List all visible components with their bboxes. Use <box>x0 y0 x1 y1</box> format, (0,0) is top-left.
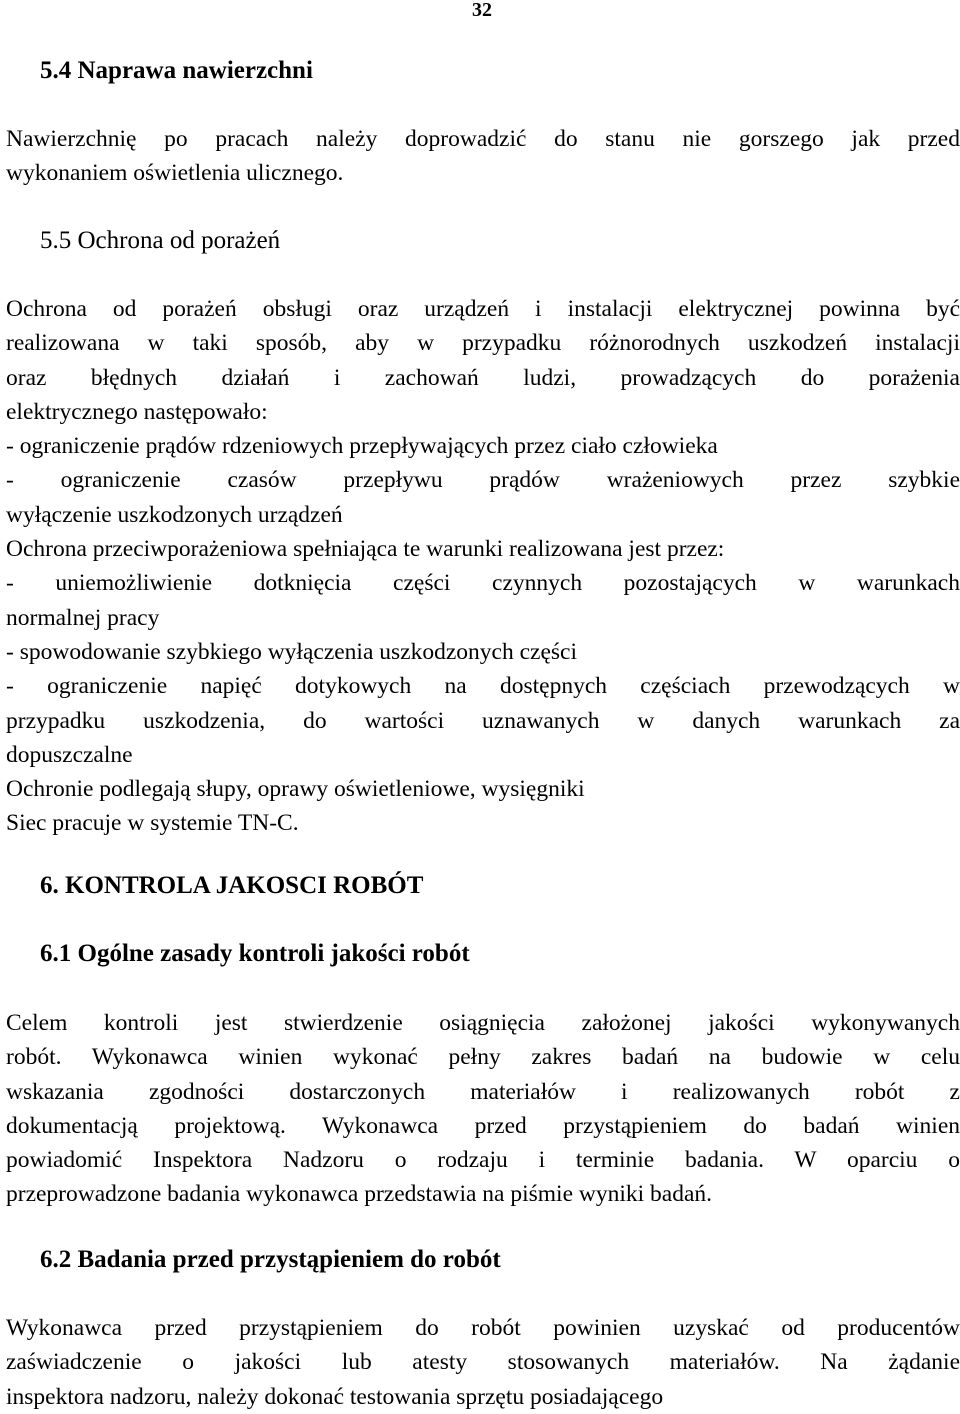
text-line: Ochrona od porażeń obsługi oraz urządzeń i instalacji elektrycznej powinna być <box>6 296 960 322</box>
text-line: przypadku uszkodzenia, do wartości uznawanych w danych warunkach za <box>6 707 960 734</box>
section-heading-5-4: 5.4 Naprawa nawierzchni <box>40 57 313 84</box>
text-line: dokumentacją projektową. Wykonawca przed przystąpieniem do badań winien <box>6 1112 960 1139</box>
section-6-2-paragraph <box>6 1311 960 1414</box>
text-line: Ochrona przeciwporażeniowa spełniająca te warunki realizowana jest przez: <box>6 536 725 563</box>
section-5-4-paragraph <box>6 122 960 191</box>
section-heading-6: 6. KONTROLA JAKOSCI ROBÓT <box>40 872 424 899</box>
page-number: 32 <box>472 0 492 21</box>
list-item: - ograniczenie prądów rdzeniowych przepływających przez ciało człowieka <box>6 433 718 460</box>
list-item: - uniemożliwienie dotknięcia części czynnych pozostających w warunkach <box>6 570 960 597</box>
text-line: przeprowadzone badania wykonawca przedstawia na piśmie wyniki badań. <box>6 1181 713 1208</box>
text-line: dopuszczalne <box>6 741 133 768</box>
text-line: Ochronie podlegają słupy, oprawy oświetleniowe, wysięgniki <box>6 776 585 803</box>
list-item: - ograniczenie napięć dotykowych na dostępnych częściach przewodzących w <box>6 673 960 700</box>
text-line: normalnej pracy <box>6 604 160 631</box>
text-line: wskazania zgodności dostarczonych materiałów i realizowanych robót z <box>6 1078 960 1105</box>
text-line: Siec pracuje w systemie TN-C. <box>6 810 299 837</box>
list-item: - ograniczenie czasów przepływu prądów wrażeniowych przez szybkie <box>6 467 960 494</box>
text-line: wykonaniem oświetlenia ulicznego. <box>6 160 344 187</box>
section-5-5-paragraph <box>6 292 960 841</box>
text-line: Celem kontroli jest stwierdzenie osiągnięcia założonej jakości wykonywanych <box>6 1010 960 1036</box>
section-6-1-paragraph <box>6 1006 960 1212</box>
text-line: zaświadczenie o jakości lub atesty stosowanych materiałów. Na żądanie <box>6 1349 960 1376</box>
section-heading-5-5: 5.5 Ochrona od porażeń <box>40 227 281 254</box>
text-line: elektrycznego następowało: <box>6 398 268 425</box>
section-heading-6-2: 6.2 Badania przed przystąpieniem do robót <box>40 1246 501 1273</box>
text-line: powiadomić Inspektora Nadzoru o rodzaju i terminie badania. W oparciu o <box>6 1147 960 1174</box>
text-line: realizowana w taki sposób, aby w przypadku różnorodnych uszkodzeń instalacji <box>6 330 960 357</box>
list-item: - spowodowanie szybkiego wyłączenia uszkodzonych części <box>6 638 577 665</box>
text-line: Nawierzchnię po pracach należy doprowadzić do stanu nie gorszego jak przed <box>6 126 960 152</box>
text-line: wyłączenie uszkodzonych urządzeń <box>6 501 343 528</box>
text-line: Wykonawca przed przystąpieniem do robót powinien uzyskać od producentów <box>6 1315 960 1341</box>
text-line: oraz błędnych działań i zachowań ludzi, prowadzących do porażenia <box>6 364 960 391</box>
text-line: robót. Wykonawca winien wykonać pełny zakres badań na budowie w celu <box>6 1044 960 1071</box>
section-heading-6-1: 6.1 Ogólne zasady kontroli jakości robót <box>40 940 470 967</box>
text-line: inspektora nadzoru, należy dokonać testowania sprzętu posiadającego <box>6 1383 664 1410</box>
